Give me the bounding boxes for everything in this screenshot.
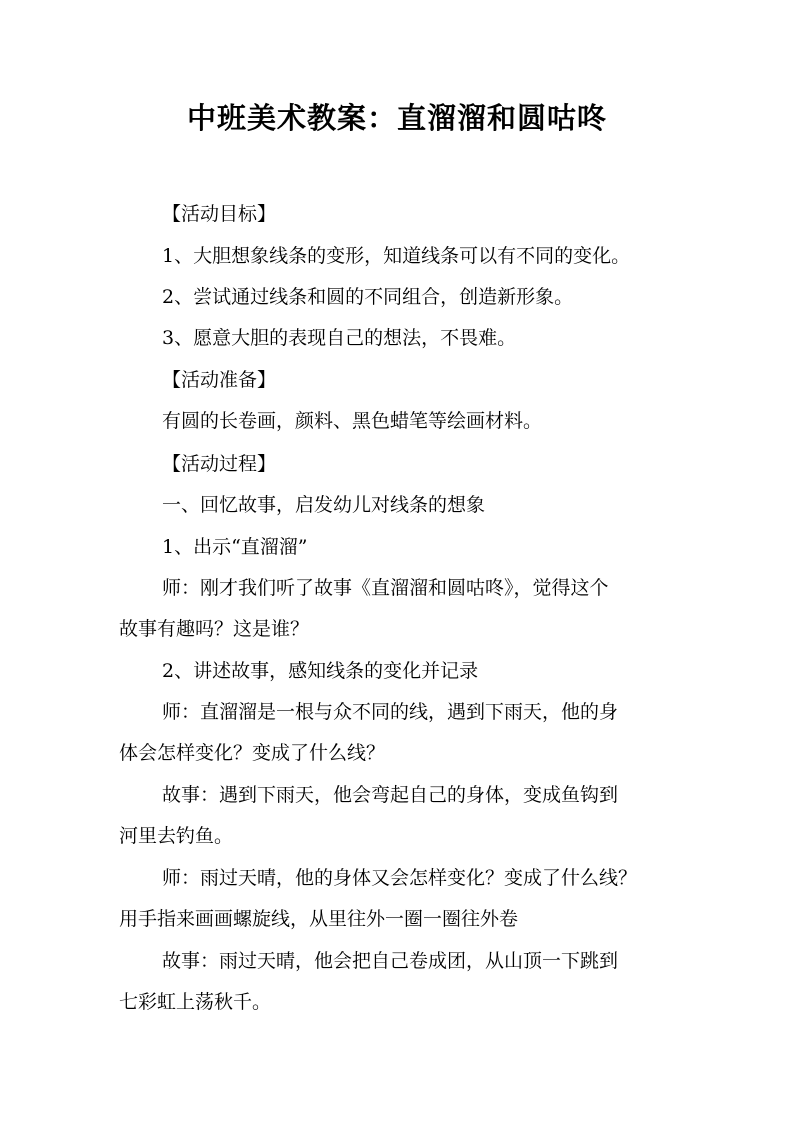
paragraph-line: 1、出示“直溜溜” [162, 536, 308, 558]
paragraph-line: 2、讲述故事，感知线条的变化并记录 [162, 660, 479, 682]
paragraph-line: 故事：雨过天晴，他会把自己卷成团，从山顶一下跳到 [162, 950, 619, 972]
paragraph-line: 2、尝试通过线条和圆的不同组合，创造新形象。 [162, 286, 574, 308]
paragraph-line: 师：直溜溜是一根与众不同的线，遇到下雨天，他的身 [162, 701, 619, 723]
paragraph-line: 师：刚才我们听了故事《直溜溜和圆咕咚》，觉得这个 [162, 577, 609, 599]
paragraph-line: 七彩虹上荡秋千。 [119, 991, 272, 1013]
paragraph-line: 用手指来画画螺旋线，从里往外一圈一圈往外卷 [119, 908, 519, 930]
section-heading-process: 【活动过程】 [162, 453, 277, 475]
paragraph-line: 故事有趣吗？这是谁？ [119, 618, 310, 640]
paragraph-line: 故事：遇到下雨天，他会弯起自己的身体，变成鱼钩到 [162, 784, 619, 806]
section-heading-goals: 【活动目标】 [162, 203, 277, 225]
document-title: 中班美术教案：直溜溜和圆咕咚 [186, 101, 607, 135]
paragraph-line: 一、回忆故事，启发幼儿对线条的想象 [162, 494, 486, 516]
paragraph-line: 1、大胆想象线条的变形，知道线条可以有不同的变化。 [162, 245, 631, 267]
paragraph-line: 3、愿意大胆的表现自己的想法，不畏难。 [162, 327, 517, 349]
paragraph-line: 河里去钓鱼。 [119, 825, 234, 847]
section-heading-preparation: 【活动准备】 [162, 369, 277, 391]
paragraph-line: 师：雨过天晴，他的身体又会怎样变化？变成了什么线？ [162, 867, 638, 889]
paragraph-line: 体会怎样变化？变成了什么线？ [119, 742, 386, 764]
paragraph-line: 有圆的长卷画，颜料、黑色蜡笔等绘画材料。 [162, 410, 543, 432]
